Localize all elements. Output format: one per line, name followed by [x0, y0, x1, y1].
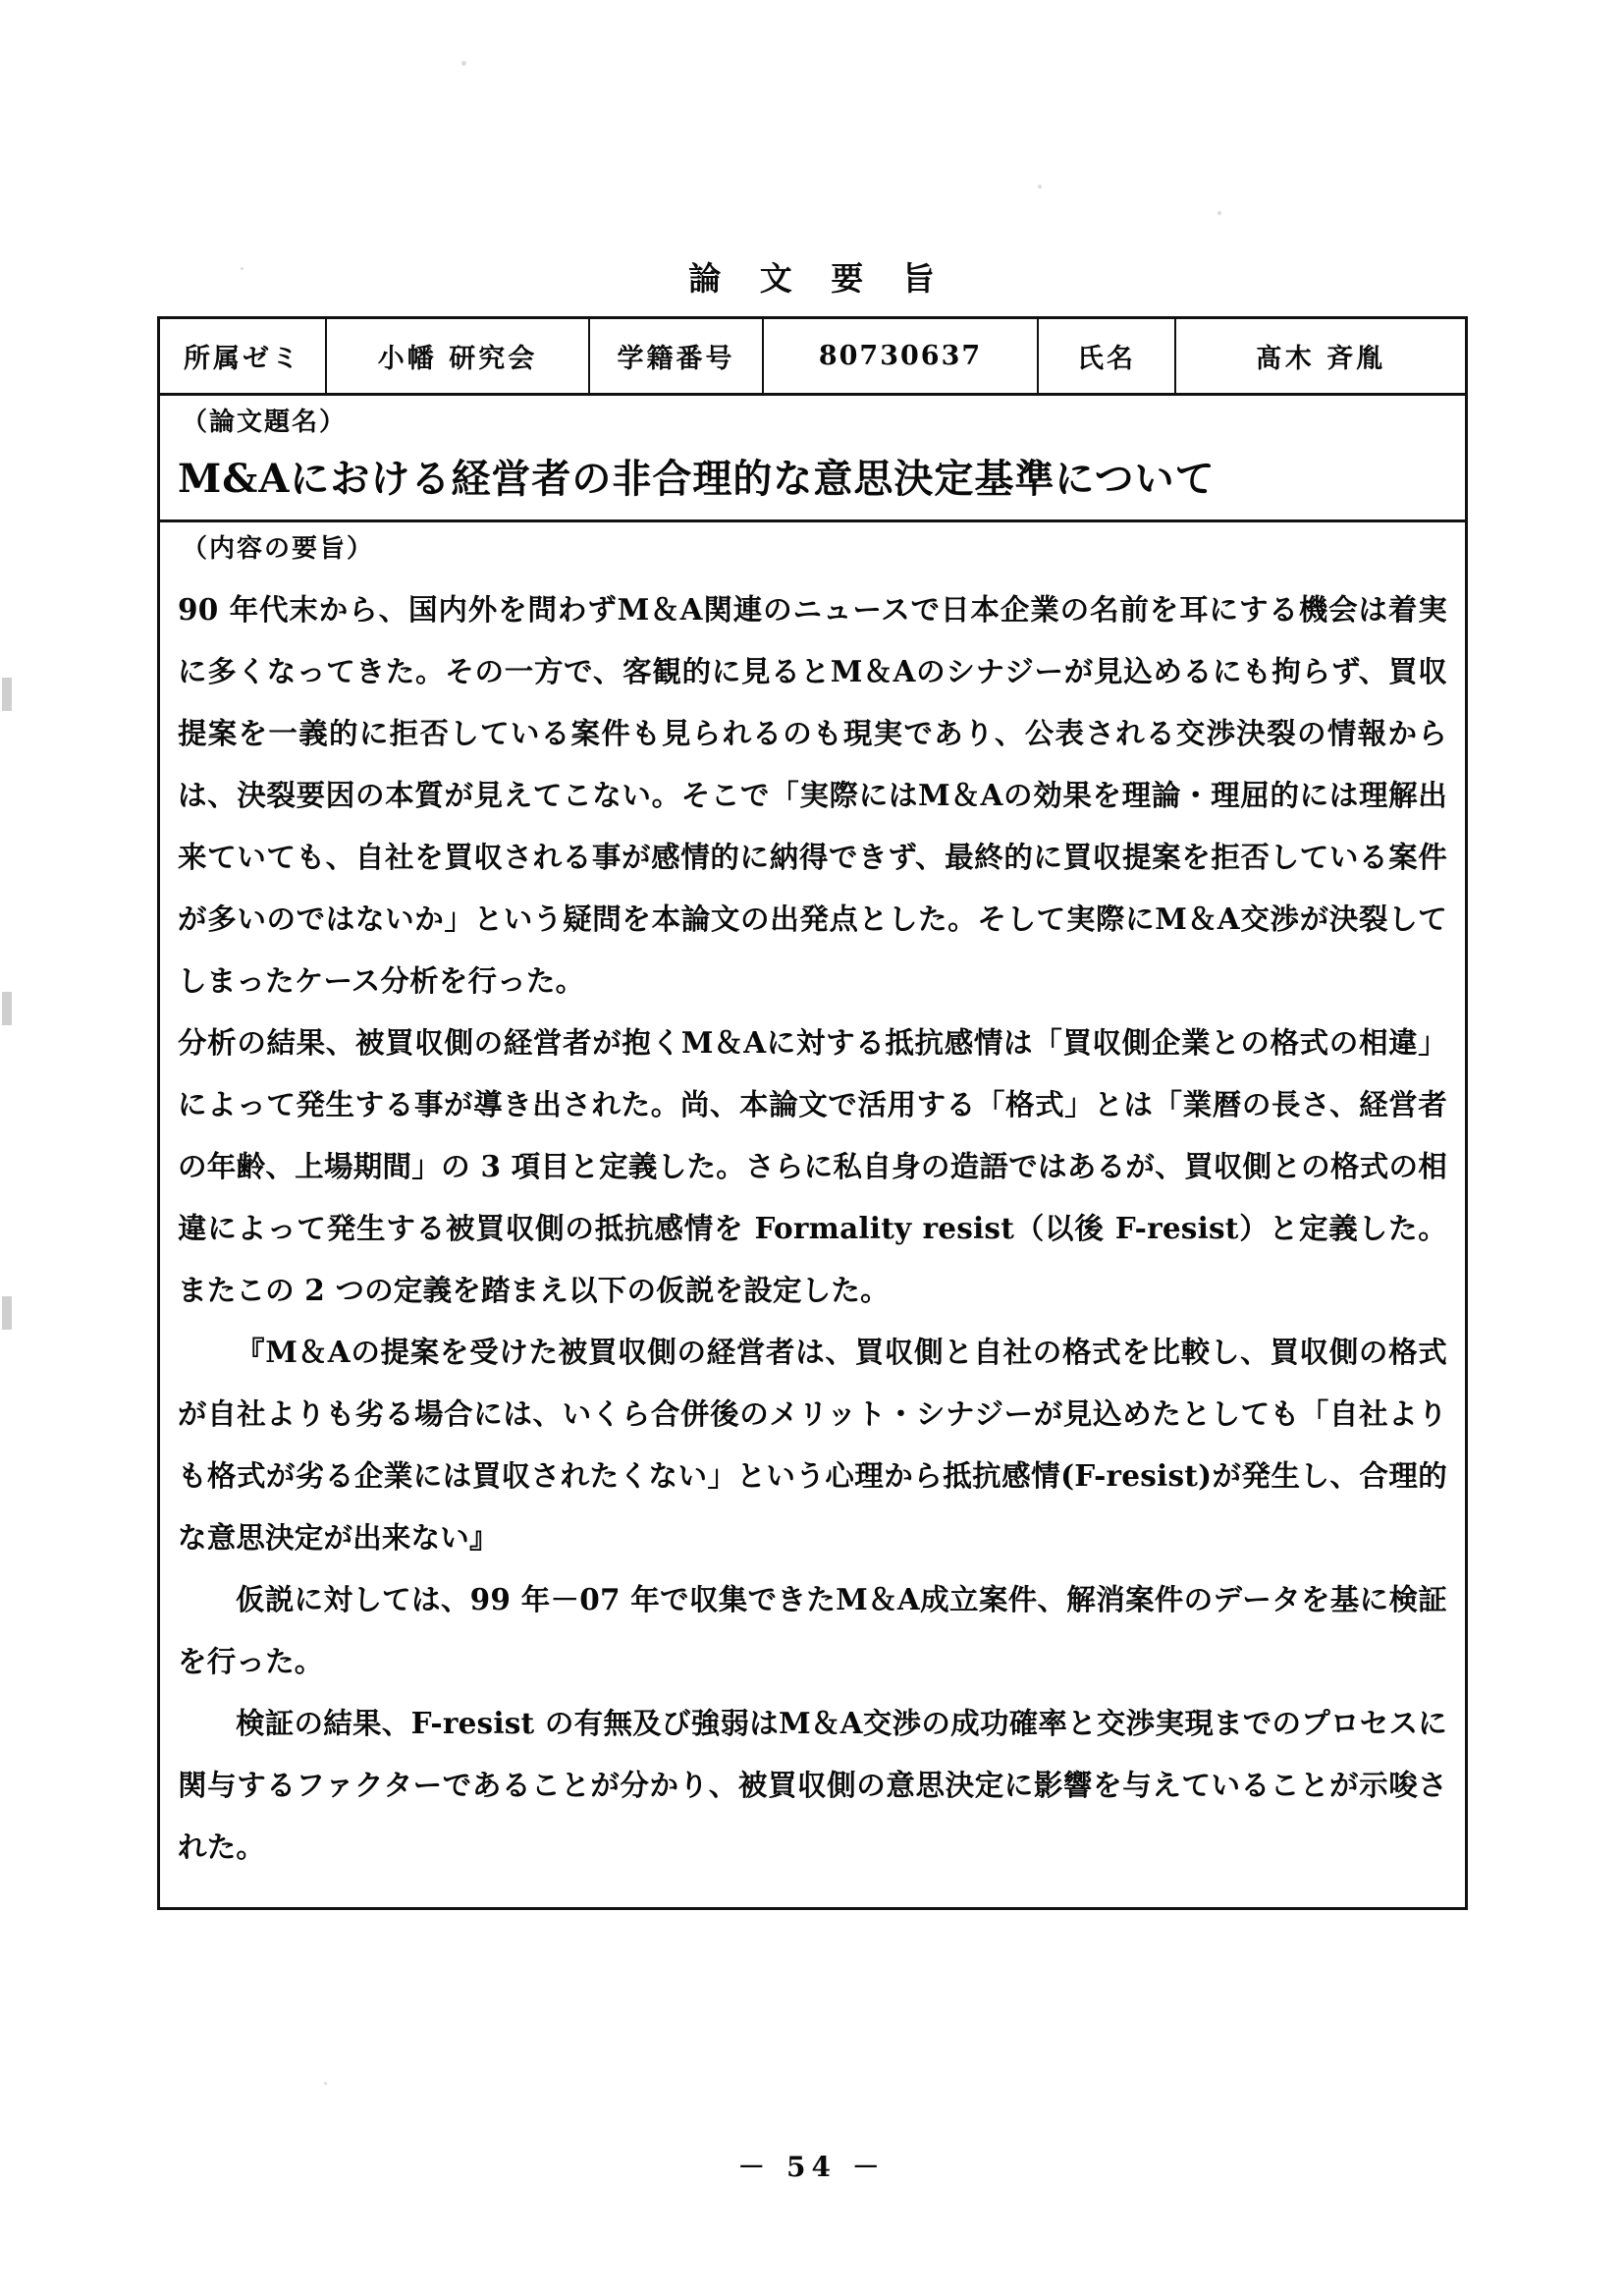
margin-mark	[2, 992, 12, 1025]
abstract-paragraph: 『M＆Aの提案を受けた被買収側の経営者は、買収側と自社の格式を比較し、買収側の格式が自社よりも劣る場合には、いくら合併後のメリット・シナジーが見込めたとしても「自社よりも格式が劣る企業には買収されたくない」という心理から抵抗感情(F-resist)が発生し、合理的な意思決定が出来ない』	[178, 1335, 1447, 1555]
abstract-section	[160, 522, 1465, 1907]
document-heading: 論 文 要 旨	[688, 259, 948, 298]
margin-mark	[2, 1296, 12, 1330]
seminar-value: 小幡 研究会	[327, 319, 590, 393]
abstract-paragraph: 検証の結果、F-resist の有無及び強弱はM＆A交渉の成功確率と交渉実現までのプロセスに関与するファクターであることが分かり、被買収側の意思決定に影響を与えていることが示唆された。	[178, 1706, 1447, 1864]
margin-mark	[2, 678, 12, 711]
abstract-form-frame	[157, 316, 1468, 1910]
abstract-paragraph: 仮説に対しては、99 年－07 年で収集できたM＆A成立案件、解消案件のデータを基に検証を行った。	[178, 1582, 1447, 1678]
abstract-paragraph: 90 年代末から、国内外を問わずM＆A関連のニュースで日本企業の名前を耳にする機会は着実に多くなってきた。その一方で、客観的に見るとM＆Aのシナジーが見込めるにも拘らず、買収提案を一義的に拒否している案件も見られるのも現実であり、公表される交渉決裂の情報からは、決裂要因の本質が見えてこない。そこで「実際にはM＆Aの効果を理論・理屈的には理解出来ていても、自社を買収される事が感情的に納得できず、最終的に買収提案を拒否している案件が多いのではないか」という疑問を本論文の出発点とした。そして実際にM＆A交渉が決裂してしまったケース分析を行った。	[178, 592, 1447, 998]
abstract-paragraph: 分析の結果、被買収側の経営者が抱くM＆Aに対する抵抗感情は「買収側企業との格式の相違」によって発生する事が導き出された。尚、本論文で活用する「格式」とは「業暦の長さ、経営者の年齢、上場期間」の 3 項目と定義した。さらに私自身の造語ではあるが、買収側との格式の相違によって発生する被買収側の抵抗感情を Formality resist（以後 F-resist）と定義した。またこの 2 つの定義を踏まえ以下の仮説を設定した。	[178, 1025, 1447, 1307]
name-value: 髙木 斉胤	[1255, 344, 1386, 374]
title-section	[160, 396, 1465, 522]
seminar-label: 所属ゼミ	[160, 319, 327, 393]
abstract-field-tag: （内容の要旨）	[182, 534, 375, 564]
student-id-label: 学籍番号	[590, 319, 764, 393]
page-number: － 54 －	[737, 2151, 886, 2183]
student-id-value: 80730637	[764, 319, 1039, 393]
info-table-row	[160, 319, 1465, 396]
title-field-tag: （論文題名）	[182, 408, 348, 437]
abstract-body	[160, 578, 1465, 1878]
paper-title: M&Aにおける経営者の非合理的な意思決定基準について	[178, 456, 1216, 502]
name-label: 氏名	[1039, 319, 1176, 393]
